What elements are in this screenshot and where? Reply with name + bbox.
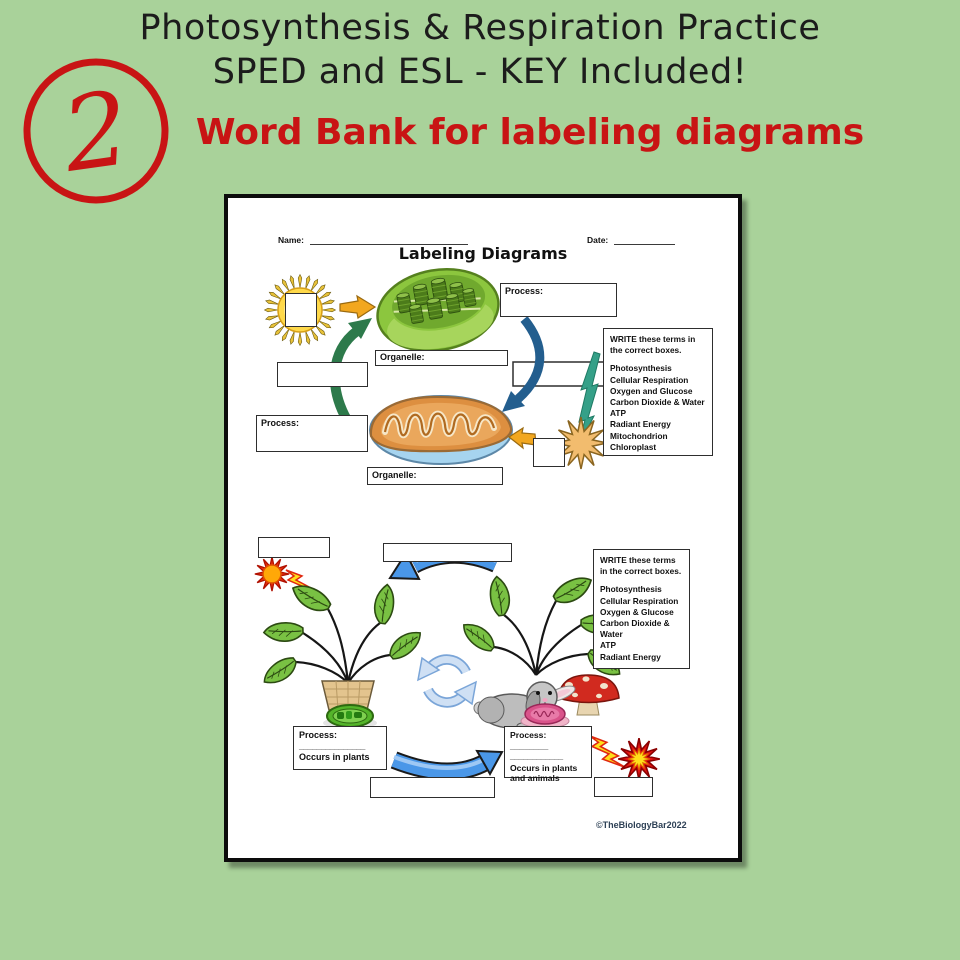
d2-answer-box-bottomcenter[interactable] [370,777,495,798]
plant-left-illustration [262,576,425,684]
word-bank-term: Chloroplast [610,441,657,452]
word-bank-term: Photosynthesis [610,363,672,374]
name-label: Name: [278,235,304,245]
d2-process-both-label: Process: ________ [510,730,549,751]
organelle-bottom-label: Organelle: [372,470,417,480]
word-bank-2 [593,549,690,669]
word-bank-1-instruction-2: the correct boxes. [610,345,682,356]
atp-arrow-icon [509,428,536,448]
process-left-box[interactable] [256,415,368,452]
d2-answer-box-bottomright[interactable] [594,777,653,797]
word-bank-term: Oxygen and Glucose [610,385,693,396]
date-line[interactable] [614,234,675,245]
cycle-arrow-bottom-icon [394,751,502,774]
product-title-line1: Photosynthesis & Respiration Practice [139,8,821,48]
word-bank-1 [603,328,713,456]
word-bank-term: Carbon Dioxide & Water [610,396,705,407]
process-top-label: Process: [505,286,544,296]
product-title-line2: SPED and ESL - KEY Included! [212,52,748,92]
process-left-label: Process: [261,418,300,428]
energy-starburst-icon [618,738,660,780]
word-bank-1-instruction-1: WRITE these terms in [610,334,696,344]
chloroplast-illustration [371,260,505,360]
worksheet-page [224,194,742,862]
copyright-text: ©TheBiologyBar2022 [596,820,687,830]
worksheet-title: Labeling Diagrams [398,244,568,263]
d2-process-both-line: ____________ [510,751,563,762]
atp-answer-box[interactable] [533,438,565,467]
word-bank-term: Water [600,629,623,640]
badge-number: 2 [55,69,137,196]
word-bank-term: ATP [610,408,626,419]
d2-process-both-note1: Occurs in plants [510,762,578,773]
word-bank-term: Cellular Respiration [600,595,679,606]
organelle-top-box[interactable] [375,350,508,366]
word-bank-term: Radiant Energy [600,651,661,662]
number-badge [14,49,184,219]
organelle-bottom-box[interactable] [367,467,503,485]
organelle-top-label: Organelle: [380,352,425,362]
page-subtitle: Word Bank for labeling diagrams [195,112,865,153]
arrow-sun-to-chloroplast-icon [340,296,375,318]
d2-process-plants-note: Occurs in plants [299,752,370,763]
answer-box-left[interactable] [277,362,368,387]
word-bank-term: ATP [600,640,616,651]
word-bank-2-instruction-2: in the correct boxes. [600,566,682,577]
word-bank-term: Carbon Dioxide & [600,617,670,628]
sun-small-icon [255,557,289,591]
word-bank-2-instruction-1: WRITE these terms [600,555,676,565]
word-bank-term: Mitochondrion [610,430,668,441]
word-bank-term: Oxygen & Glucose [600,606,674,617]
d2-answer-box-topleft[interactable] [258,537,330,558]
sun-answer-box[interactable] [285,293,317,327]
word-bank-term: Radiant Energy [610,419,671,430]
word-bank-term: Photosynthesis [600,584,662,595]
word-bank-term: Cellular Respiration [610,374,689,385]
d2-process-both-note2: and animals [510,773,560,784]
date-label: Date: [587,235,609,245]
d2-answer-box-topcenter[interactable] [383,543,512,562]
process-top-box[interactable] [500,283,617,317]
d2-process-plants-box[interactable] [293,726,387,770]
recycle-icon [418,658,476,704]
d2-process-plants-line: _______________ [299,741,366,752]
d2-process-plants-label: Process: [299,730,338,740]
d2-process-both-box[interactable] [504,726,592,784]
lightning-energy-icon [590,736,626,768]
mitochondrion-illustration [370,396,512,464]
